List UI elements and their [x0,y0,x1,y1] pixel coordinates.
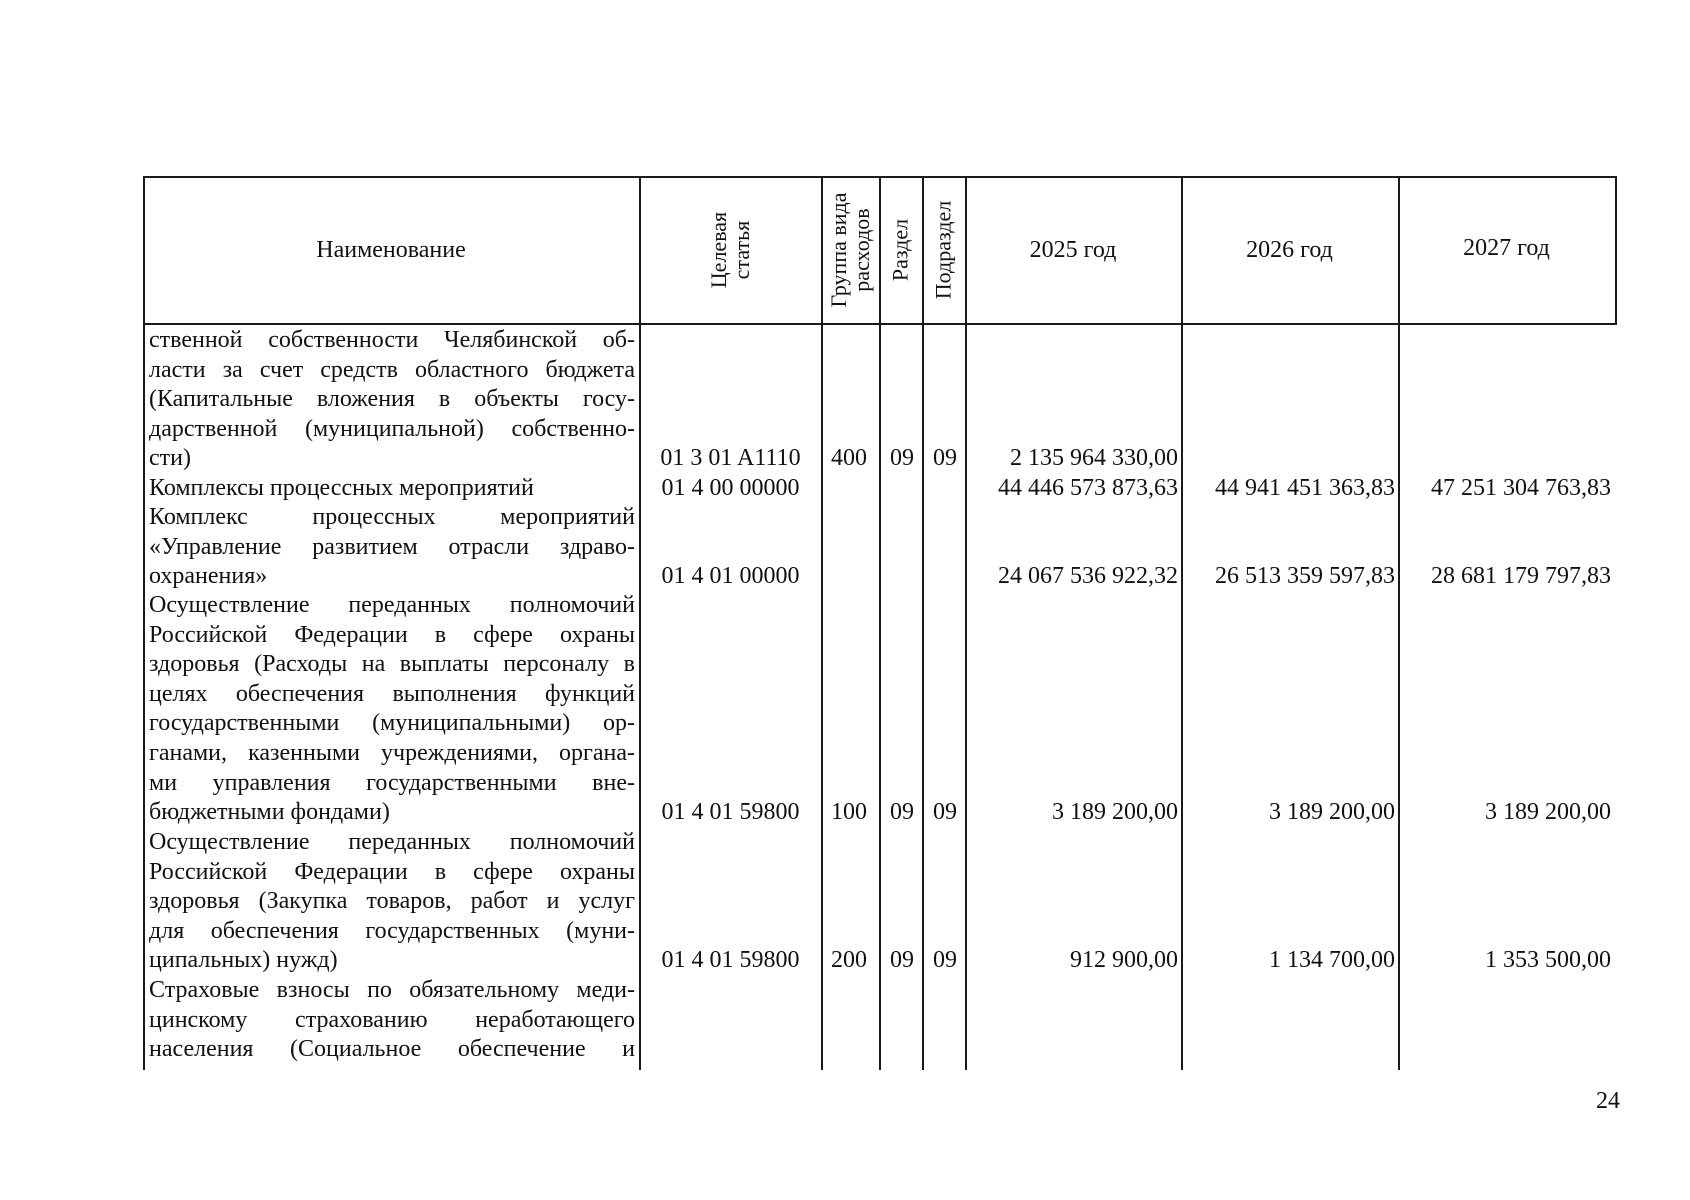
subsection-cell: 09 [933,947,957,973]
amount-2025-cell: 2 135 964 330,00 [1010,445,1178,471]
table-border-left [143,176,145,1070]
name-line: (Капитальные вложения в объекты госу- [149,386,635,413]
column-divider [821,176,823,1070]
subsection-cell: 09 [933,445,957,471]
column-divider [1398,176,1400,1070]
name-line: для обеспечения государственных (муни- [149,917,635,944]
target-article-cell: 01 4 00 00000 [661,475,800,501]
budget-table [143,176,1617,1070]
header-section: Раздел [887,218,913,282]
table-border-right [1615,176,1617,324]
table-row-name [149,503,635,592]
expense-group-cell: 400 [831,445,867,471]
name-line: ми управления государственными вне- [149,769,635,796]
table-row-name [149,591,635,828]
name-line: охранения» [149,563,268,590]
header-year-2026: 2026 год [1246,237,1333,263]
name-line: цинскому страхованию неработающего [149,1006,635,1033]
name-line: ципальных) нужд) [149,947,338,974]
target-article-cell: 01 4 01 00000 [661,563,800,589]
subsection-cell: 09 [933,799,957,825]
section-cell [884,474,920,504]
amount-2027-cell: 1 353 500,00 [1485,947,1611,973]
table-border-top [143,176,1617,178]
name-line: ганами, казенными учреждениями, органа- [149,739,635,766]
name-line: Российской Федерации в сфере охраны [149,621,635,648]
section-cell [884,562,920,592]
name-line: сти) [149,445,191,472]
table-row-name [149,474,635,504]
amount-2026-cell: 44 941 451 363,83 [1215,475,1395,501]
table-row-name [149,828,635,976]
expense-group-cell: 200 [831,947,867,973]
column-divider [965,176,967,1070]
column-divider [922,176,924,1070]
header-name: Наименование [316,237,466,263]
amount-2026-cell: 3 189 200,00 [1269,799,1395,825]
page-number: 24 [1596,1088,1620,1114]
name-line: целях обеспечения выполнения функций [149,680,635,707]
name-line: здоровья (Расходы на выплаты персоналу в [149,651,635,678]
name-line: Осуществление переданных полномочий [149,829,635,855]
header-divider [143,323,1617,325]
amount-2025-cell: 912 900,00 [1070,947,1178,973]
amount-2026-cell: 26 513 359 597,83 [1215,563,1395,589]
header-year-2025: 2025 год [1029,237,1117,263]
name-line: Осуществление переданных полномочий [149,592,635,618]
amount-2025-cell: 44 446 573 873,63 [998,475,1178,501]
name-line: Российской Федерации в сфере охраны [149,858,635,885]
subsection-cell [926,562,964,592]
column-divider [1181,176,1183,1070]
section-cell: 09 [890,947,914,973]
amount-2027-cell: 28 681 179 797,83 [1431,563,1611,589]
name-line: Страховые взносы по обязательному меди- [149,977,635,1003]
amount-2026-cell [1187,444,1395,474]
amount-2027-cell: 47 251 304 763,83 [1431,475,1611,501]
name-line: Комплексы процессных мероприятий [149,475,534,501]
target-article-cell: 01 3 01 A1110 [660,445,801,471]
amount-2025-cell: 3 189 200,00 [1052,799,1178,825]
header-expense-group: Группа вида расходов [826,192,874,308]
table-row-name [149,326,635,474]
name-line: Комплекс процессных мероприятий [149,504,635,530]
name-line: бюджетными фондами) [149,799,390,826]
target-article-cell: 01 4 01 59800 [661,947,800,973]
table-row-name [149,976,635,1065]
target-article-cell: 01 4 01 59800 [661,799,800,825]
name-line: ственной собственности Челябинской об- [149,327,635,353]
subsection-cell [926,474,964,504]
amount-2026-cell: 1 134 700,00 [1269,947,1395,973]
amount-2027-cell [1403,444,1611,474]
header-target-article: Целевая статья [706,211,754,289]
name-line: здоровья (Закупка товаров, работ и услуг [149,888,635,915]
name-line: «Управление развитием отрасли здраво- [149,533,635,560]
section-cell: 09 [890,445,914,471]
expense-group-cell [824,562,874,592]
header-year-2027: 2027 год [1463,235,1550,261]
name-line: населения (Социальное обеспечение и [149,1036,635,1063]
section-cell: 09 [890,799,914,825]
name-line: ласти за счет средств областного бюджета [149,356,635,383]
name-line: дарственной (муниципальной) собственно- [149,415,635,442]
header-subsection: Подраздел [930,200,956,300]
column-divider [879,176,881,1070]
name-line: государственными (муниципальными) ор- [149,710,635,737]
amount-2027-cell: 3 189 200,00 [1485,799,1611,825]
expense-group-cell: 100 [831,799,867,825]
expense-group-cell [824,474,874,504]
amount-2025-cell: 24 067 536 922,32 [998,563,1178,589]
column-divider [639,176,641,1070]
